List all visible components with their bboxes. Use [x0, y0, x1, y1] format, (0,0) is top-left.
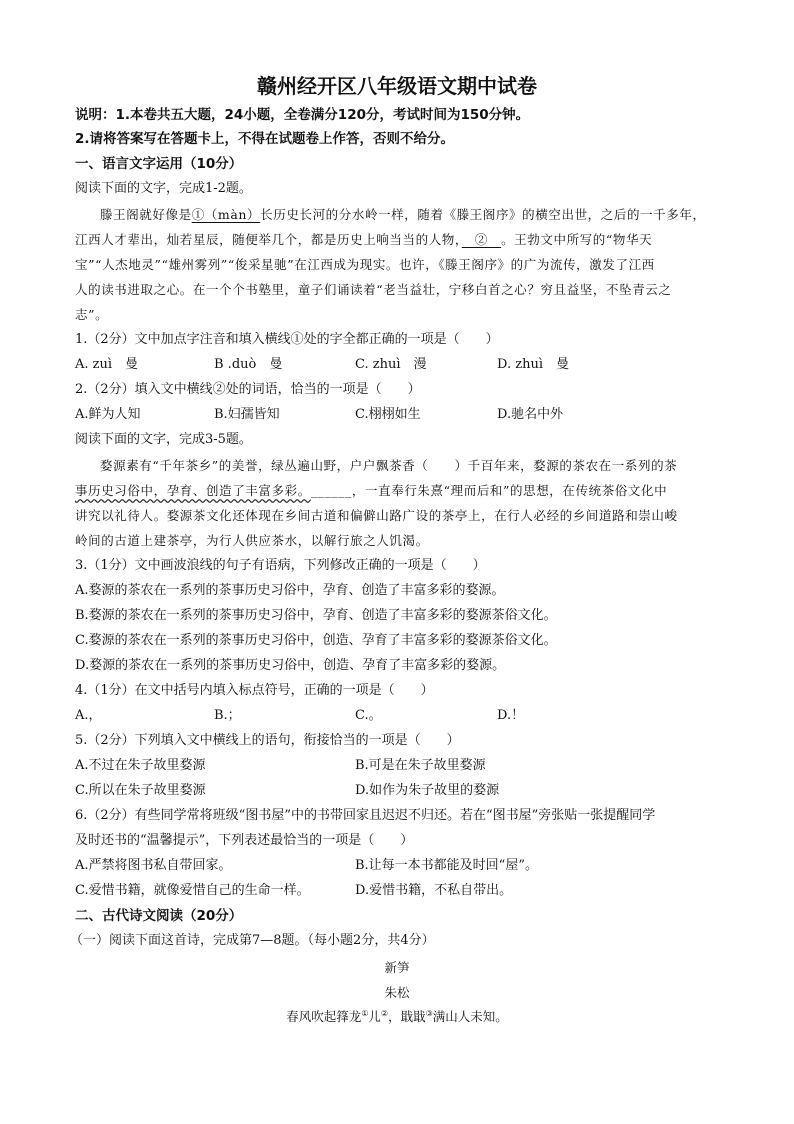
- question-5-stem: 5.（2分）下列填入文中横线上的语句，衔接恰当的一项是（ ）: [75, 733, 460, 748]
- q1-option-a[interactable]: A. zuì 曼: [75, 357, 139, 372]
- reading-instruction-2: 阅读下面的文字，完成3-5题。: [75, 432, 252, 447]
- question-6-stem-line-1: 6.（2分）有些同学常将班级“图书屋”中的书带回家且迟迟不归还。若在“图书屋”旁张贴一张提醒同学: [75, 808, 656, 823]
- q3-option-c[interactable]: C.婺源的茶农在一系列的茶事历史习俗中，创造、孕育了丰富多彩的婺源茶俗文化。: [75, 633, 557, 648]
- question-2-stem: 2.（2分）填入文中横线②处的词语，恰当的一项是（ ）: [75, 382, 421, 397]
- wavy-sentence: 事历史习俗中，孕育、创造了丰富多彩。: [75, 483, 311, 498]
- q6-option-d[interactable]: D.爱惜书籍，不私自带出。: [355, 883, 513, 898]
- passage-1-line-3: 宝”“人杰地灵”“雄州雾列”“俊采星驰”在江西成为现实。也许，《滕王阁序》的广为流传，激发了江西: [75, 257, 655, 272]
- passage-1-line-4: 人的读书进取之心。在一个个书塾里，童子们诵读着“老当益壮，宁移白首之心？穷且益坚，不坠青云之: [75, 282, 672, 297]
- q1-option-d[interactable]: D. zhuì 曼: [497, 357, 569, 372]
- instruction-line-1: 说明：1.本卷共五大题，24小题，全卷满分120分，考试时间为150分钟。: [75, 107, 530, 123]
- blank-3: ______: [310, 483, 352, 498]
- passage-1-line-5: 志”。: [75, 307, 109, 322]
- footnote-2-marker: ②: [380, 1008, 389, 1018]
- passage-1-line-2: 江西人才辈出，灿若星辰，随便举几个，都是历史上响当当的人物， ② 。王勃文中所写的“物华天: [75, 232, 653, 247]
- q6-option-c[interactable]: C.爱惜书籍，就像爱惜自己的生命一样。: [75, 883, 310, 898]
- q3-option-d[interactable]: D.婺源的茶农在一系列的茶事历史习俗中，创造、孕育了丰富多彩的婺源。: [75, 658, 506, 673]
- q6-option-b[interactable]: B.让每一本书都能及时回“屋”。: [355, 858, 538, 873]
- question-1-stem: 1.（2分）文中加点字注音和填入横线①处的字全都正确的一项是（ ）: [75, 332, 499, 347]
- question-3-stem: 3.（1分）文中画波浪线的句子有语病，下列修改正确的一项是（ ）: [75, 558, 486, 573]
- q5-option-d[interactable]: D.如作为朱子故里的婺源: [355, 783, 500, 798]
- section-2-subheading: （一）阅读下面这首诗，完成第7—8题。（每小题2分，共4分）: [70, 933, 435, 948]
- footnote-3-marker: ③: [425, 1008, 433, 1018]
- passage-2-line-4: 岭间的古道上建茶亭，为行人供应茶水，以解行旅之人饥渴。: [75, 533, 429, 548]
- passage-2-line-1: 婺源素有“千年茶乡”的美誉，绿丛遍山野，户户飘茶香（ ）千百年来，婺源的茶农在一系列的茶: [100, 458, 678, 473]
- page-title: 赣州经开区八年级语文期中试卷: [257, 74, 537, 98]
- q3-option-a[interactable]: A.婺源的茶农在一系列的茶事历史习俗中，孕育、创造了丰富多彩的婺源。: [75, 583, 505, 598]
- blank-1: ①（màn）: [191, 207, 261, 222]
- reading-instruction-1: 阅读下面的文字，完成1-2题。: [75, 181, 252, 196]
- q4-option-b[interactable]: B.；: [214, 708, 241, 723]
- poem-line-1: 春风吹起箨龙①儿②，戢戢③满山人未知。: [286, 1008, 508, 1024]
- footnote-1-marker: ①: [361, 1008, 369, 1018]
- section-1-heading: 一、语言文字运用（10分）: [75, 156, 243, 172]
- passage-2-line-2: 事历史习俗中，孕育、创造了丰富多彩。______，一直奉行朱熹“理而后和”的思想，在传统茶俗文化中: [75, 483, 668, 498]
- blank-2: ②: [461, 232, 502, 247]
- q4-option-d[interactable]: D.！: [497, 708, 525, 723]
- q1-option-c[interactable]: C. zhuì 漫: [355, 357, 427, 372]
- poem-author: 朱松: [384, 985, 410, 1000]
- q4-option-a[interactable]: A.，: [75, 708, 102, 723]
- q4-option-c[interactable]: C.。: [355, 708, 382, 723]
- q2-option-b[interactable]: B.妇孺皆知: [214, 407, 280, 422]
- section-2-heading: 二、古代诗文阅读（20分）: [75, 908, 243, 924]
- passage-2-line-3: 讲究以礼待人。婺源茶文化还体现在乡间古道和偏僻山路广设的茶亭上，在行人必经的乡间道路和崇山峻: [75, 508, 678, 523]
- question-4-stem: 4.（1分）在文中括号内填入标点符号，正确的一项是（ ）: [75, 683, 434, 698]
- passage-1-line-1: 滕王阁就好像是①（màn）长历史长河的分水岭一样，随着《滕王阁序》的横空出世，之后的一千多年，: [100, 207, 706, 222]
- q1-option-b[interactable]: B .duò 曼: [214, 357, 283, 372]
- poem-title: 新笋: [384, 960, 410, 975]
- q2-option-a[interactable]: A.鲜为人知: [75, 407, 141, 422]
- question-6-stem-line-2: 及时还书的“温馨提示”，下列表述最恰当的一项是（ ）: [75, 833, 414, 848]
- instruction-line-2: 2.请将答案写在答题卡上，不得在试题卷上作答，否则不给分。: [75, 131, 455, 147]
- q5-option-b[interactable]: B.可是在朱子故里婺源: [355, 758, 486, 773]
- q2-option-c[interactable]: C.栩栩如生: [355, 407, 421, 422]
- q2-option-d[interactable]: D.驰名中外: [497, 407, 564, 422]
- q6-option-a[interactable]: A.严禁将图书私自带回家。: [75, 858, 232, 873]
- q3-option-b[interactable]: B.婺源的茶农在一系列的茶事历史习俗中，孕育、创造了丰富多彩的婺源茶俗文化。: [75, 608, 557, 623]
- q5-option-c[interactable]: C.所以在朱子故里婺源: [75, 783, 206, 798]
- q5-option-a[interactable]: A.不过在朱子故里婺源: [75, 758, 206, 773]
